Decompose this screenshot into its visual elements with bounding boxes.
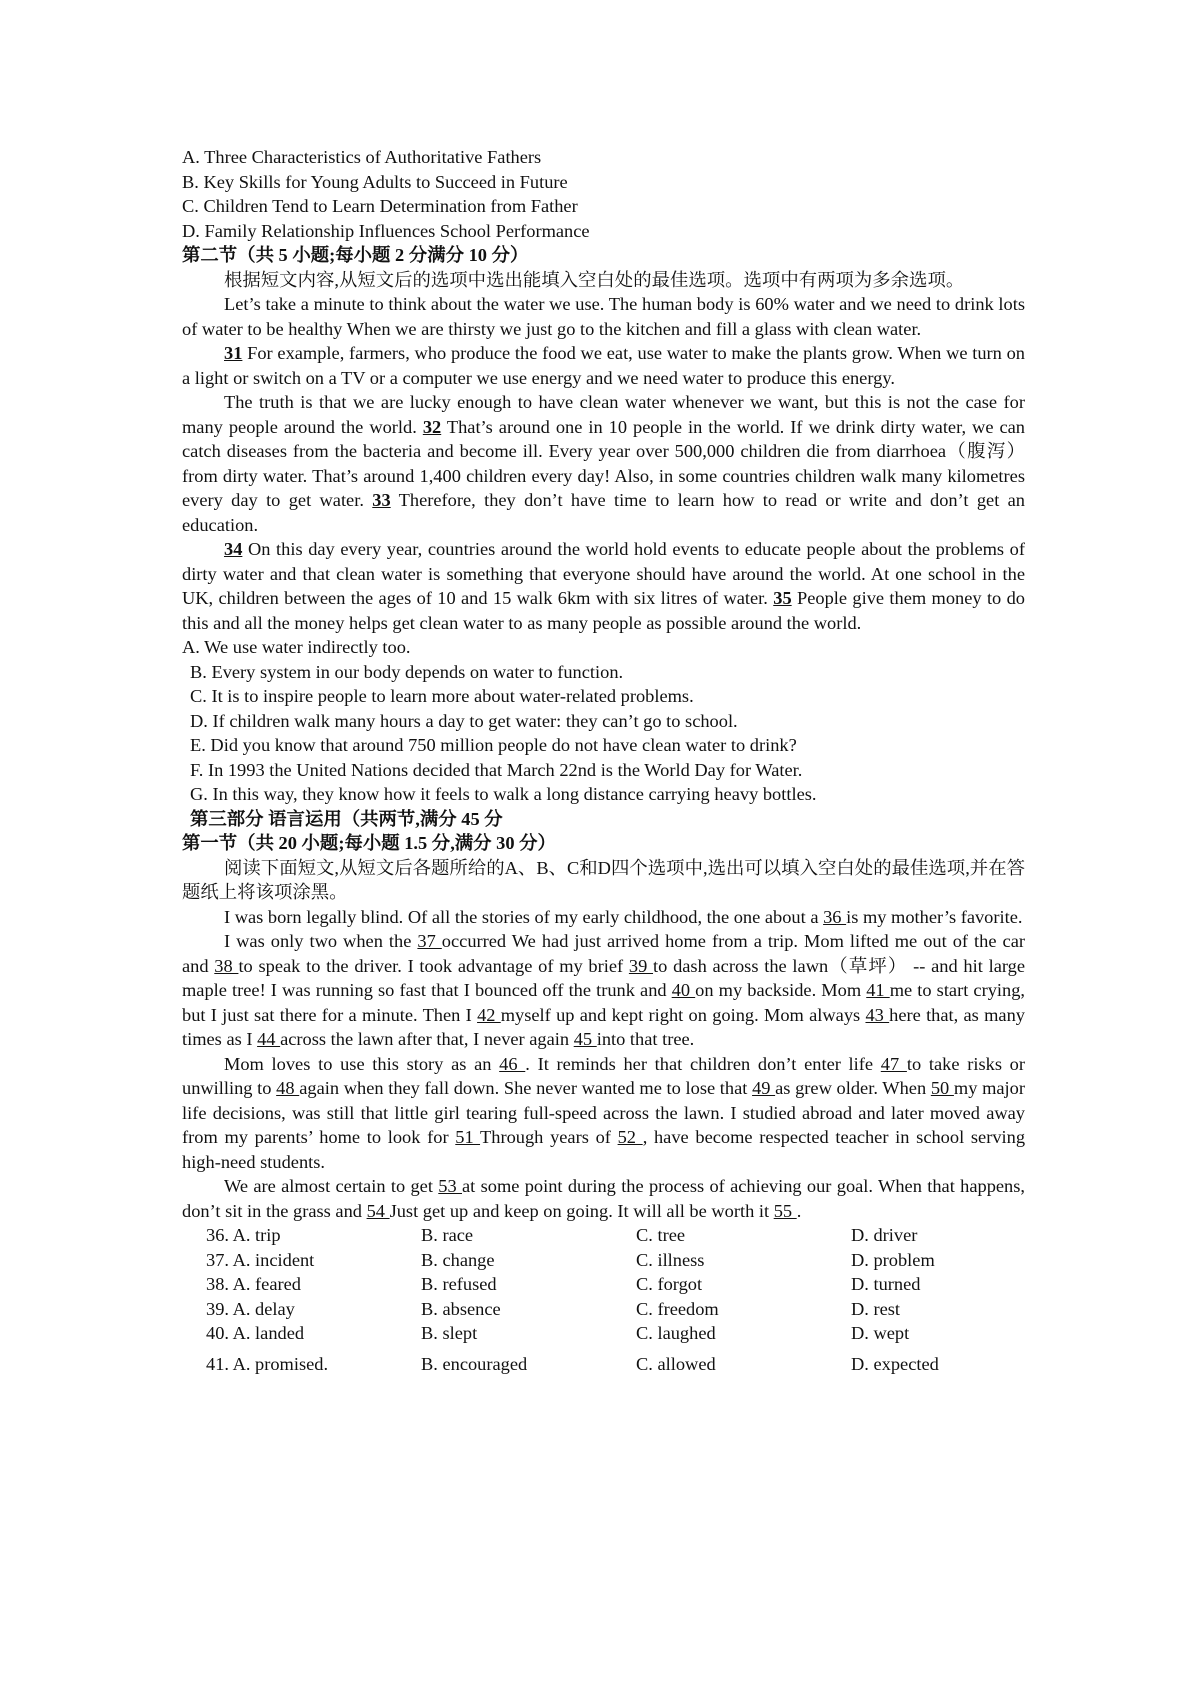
- blank-42: 42: [477, 1004, 501, 1025]
- choice-a: 36. A. trip: [206, 1225, 281, 1245]
- blank-34: 34: [224, 539, 243, 559]
- choice-row: [182, 1272, 1025, 1297]
- blank-52: 52: [617, 1127, 643, 1147]
- blank-46: 46: [499, 1053, 526, 1074]
- choice-a: 37. A. incident: [206, 1249, 315, 1270]
- choice-b: B. slept: [421, 1323, 478, 1343]
- option-item: G. In this way, they know how it feels to walk a long distance carrying heavy bottles.: [190, 784, 817, 804]
- choices-table: [182, 1223, 1025, 1376]
- choice-c: C. illness: [636, 1249, 705, 1270]
- blank-33: 33: [372, 490, 391, 510]
- prev-option: D. Family Relationship Influences School Performance: [182, 220, 590, 241]
- blank-43: 43: [865, 1004, 890, 1025]
- option-item: B. Every system in our body depends on water to function.: [190, 661, 624, 682]
- choice-row: [182, 1223, 1025, 1248]
- blank-39: 39: [628, 955, 654, 976]
- choice-row: [182, 1248, 1025, 1273]
- blank-47: 47: [880, 1053, 907, 1074]
- choice-d: D. expected: [851, 1353, 939, 1374]
- choice-b: B. race: [421, 1225, 474, 1245]
- choice-b: B. absence: [421, 1298, 501, 1319]
- blank-38: 38: [214, 955, 239, 976]
- choice-b: B. refused: [421, 1274, 497, 1294]
- blank-32: 32: [422, 416, 442, 437]
- choice-c: C. tree: [636, 1225, 686, 1245]
- part3-sub-heading: 第一节（共 20 小题;每小题 1.5 分,满分 30 分）: [182, 833, 556, 853]
- passage-paragraph: Let’s take a minute to think about the water we use. The human body is 60% water and we need to drink lots of water to be healthy When we are thirsty we just go to the kitchen and fill a glass with clean water.: [182, 294, 1025, 339]
- blank-35: 35: [773, 588, 792, 608]
- choice-a: 38. A. feared: [206, 1274, 301, 1294]
- passage-paragraph: 34 On this day every year, countries around the world hold events to educate people about the problems of dirty water and that clean water is something that everyone should have around the world. At one school in the UK, children between the ages of 10 and 15 walk 6km with six litres of water. 35 People give them money to do this and all the money helps get clean water to as many people as possible around the world.: [182, 539, 1025, 633]
- blank-31: 31: [224, 343, 243, 363]
- blank-49: 49: [752, 1078, 776, 1098]
- part3-instruction: 阅读下面短文,从短文后各题所给的A、B、C和D四个选项中,选出可以填入空白处的最佳选项,并在答题纸上将该项涂黑。: [182, 857, 1025, 902]
- blank-53: 53: [438, 1176, 462, 1196]
- exam-page: [182, 145, 1025, 1376]
- blank-37: 37: [417, 931, 442, 951]
- section2-instruction: 根据短文内容,从短文后的选项中选出能填入空白处的最佳选项。选项中有两项为多余选项。: [224, 269, 965, 290]
- blank-44: 44: [257, 1029, 281, 1049]
- blank-41: 41: [866, 980, 890, 1000]
- choice-row: [182, 1297, 1025, 1322]
- prev-option: B. Key Skills for Young Adults to Succeed in Future: [182, 171, 568, 192]
- section2-heading: 第二节（共 5 小题;每小题 2 分满分 10 分）: [182, 245, 529, 265]
- previous-options: [182, 145, 1025, 243]
- blank-48: 48: [276, 1078, 300, 1098]
- blank-50: 50: [930, 1078, 954, 1098]
- section2-options: [182, 635, 1025, 807]
- choice-a: 41. A. promised.: [206, 1353, 329, 1374]
- option-item: D. If children walk many hours a day to get water: they can’t go to school.: [190, 710, 738, 731]
- choice-d: D. problem: [851, 1249, 935, 1270]
- cloze-paragraph: We are almost certain to get 53 at some point during the process of achieving our goal. When that happens, don’t sit in the grass and 54 Just get up and keep on going. It will all be worth it 55 .: [182, 1176, 1025, 1221]
- option-item: F. In 1993 the United Nations decided that March 22nd is the World Day for Water.: [190, 759, 803, 780]
- blank-54: 54: [366, 1200, 390, 1221]
- choice-c: C. laughed: [636, 1323, 716, 1343]
- choice-row: [182, 1321, 1025, 1346]
- choice-d: D. rest: [851, 1298, 901, 1319]
- choice-a: 40. A. landed: [206, 1323, 305, 1343]
- blank-45: 45: [573, 1029, 597, 1049]
- option-item: A. We use water indirectly too.: [182, 637, 411, 657]
- prev-option: A. Three Characteristics of Authoritative Fathers: [182, 147, 542, 167]
- choice-b: B. encouraged: [421, 1353, 528, 1374]
- choice-c: C. forgot: [636, 1274, 703, 1294]
- choice-a: 39. A. delay: [206, 1298, 295, 1319]
- choice-d: D. wept: [851, 1323, 910, 1343]
- blank-36: 36: [823, 906, 847, 927]
- prev-option: C. Children Tend to Learn Determination from Father: [182, 196, 578, 216]
- option-item: E. Did you know that around 750 million people do not have clean water to drink?: [190, 735, 797, 755]
- blank-55: 55: [773, 1200, 797, 1221]
- blank-40: 40: [671, 980, 696, 1000]
- blank-51: 51: [455, 1127, 481, 1147]
- passage-paragraph: 31 For example, farmers, who produce the food we eat, use water to make the plants grow. When we turn on a light or switch on a TV or a computer we use energy and we need water to produce this energy.: [182, 343, 1025, 388]
- cloze-paragraph: I was only two when the 37 occurred We had just arrived home from a trip. Mom lifted me out of the car and 38 to speak to the driver. I took advantage of my brief 39 to dash across the lawn（草坪） -- and hit large maple tree! I was running so fast that I bounced off the trunk and 40 on my backside. Mom 41 me to start crying, but I just sat there for a minute. Then I 42 myself up and kept right on going. Mom always 43 here that, as many times as I 44 across the lawn after that, I never again 45 into that tree.: [182, 931, 1026, 1049]
- choice-row: [182, 1352, 1025, 1377]
- cloze-paragraph: I was born legally blind. Of all the stories of my early childhood, the one about a 36 is my mother’s favorite.: [224, 906, 1023, 927]
- choice-d: D. turned: [851, 1274, 921, 1294]
- cloze-paragraph: Mom loves to use this story as an 46 . It reminds her that children don’t enter life 47 to take risks or unwilling to 48 again when they fall down. She never wanted me to lose that 49 as grew older. When 50 my major life decisions, was still that little girl tearing full-speed across the lawn. I studied abroad and later moved away from my parents’ home to look for 51 Through years of 52 , have become respected teacher in school serving high-need students.: [182, 1053, 1026, 1172]
- choice-c: C. freedom: [636, 1298, 719, 1319]
- choice-c: C. allowed: [636, 1353, 716, 1374]
- option-item: C. It is to inspire people to learn more about water-related problems.: [190, 686, 694, 706]
- choice-d: D. driver: [851, 1225, 918, 1245]
- choice-b: B. change: [421, 1249, 495, 1270]
- part3-heading: 第三部分 语言运用（共两节,满分 45 分: [190, 808, 503, 829]
- passage-paragraph: The truth is that we are lucky enough to have clean water whenever we want, but this is not the case for many people around the world. 32 That’s around one in 10 people in the world. If we drink dirty water, we can catch diseases from the bacteria and become ill. Every year over 500,000 children die from diarrhoea（腹泻） from dirty water. That’s around 1,400 children every day! Also, in some countries children walk many kilometres every day to get water. 33 Therefore, they don’t have time to learn how to read or write and don’t get an education.: [182, 392, 1025, 535]
